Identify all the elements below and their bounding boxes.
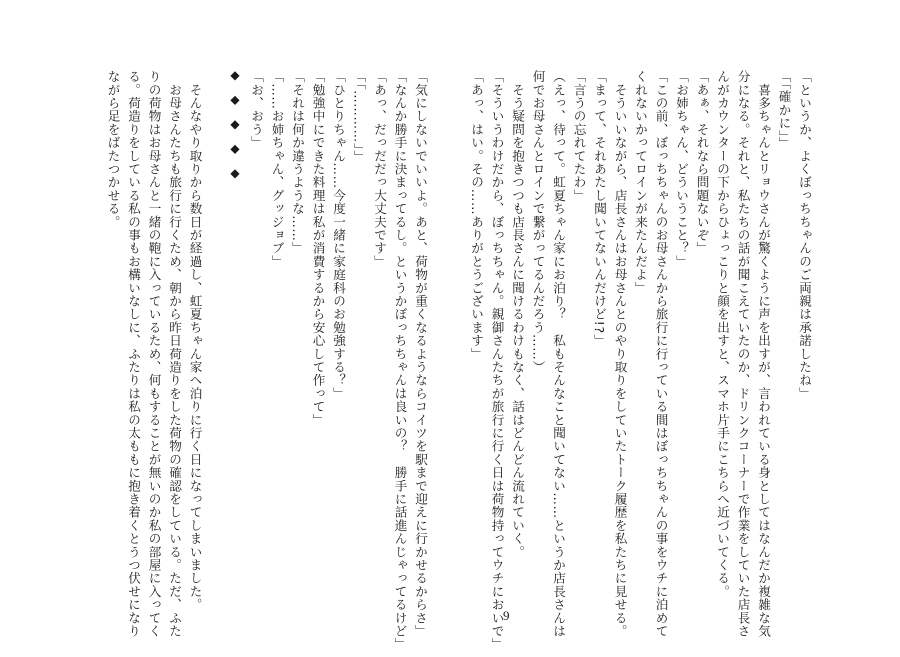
text-line: 「……お姉ちゃん、グッジョブ」 bbox=[269, 70, 285, 268]
text-line: 「あっ、はい。その……ありがとうございます」 bbox=[469, 70, 484, 361]
text-line: 「というか、よくぼっちちゃんのご両親は承諾したね」 bbox=[797, 70, 812, 400]
text-line bbox=[225, 70, 246, 630]
text-line: 分になる。それと、私たちの話が聞こえていたのか、ドリンクコーナーで作業をしていた店長さ bbox=[735, 70, 751, 638]
page-number: 9 bbox=[503, 608, 510, 623]
text-line: 「この前、ぼっちちゃんのお母さんから旅行に行っている間はぼっちちゃんの事をウチに泊めて bbox=[653, 70, 669, 638]
scene-break: ◆◆◆◆◆ bbox=[228, 68, 242, 191]
text-line: 「「…………」」 bbox=[351, 70, 367, 163]
text-column-right bbox=[466, 70, 815, 651]
text-line: （えっ、待って。虹夏ちゃん家にお泊り？ 私もそんなこと聞いてない……というか店長さんは bbox=[551, 70, 566, 638]
text-line: 「気にしないでいいよ。あと、荷物が重くなるようならコイツを駅まで迎えに行かせるからさ」 bbox=[413, 70, 428, 638]
text-line: 「勉強中にできた料理は私が消費するから安心して作って」 bbox=[310, 70, 326, 427]
text-column-left bbox=[102, 70, 430, 651]
text-line: 「なんか勝手に決まってるし。というかぼっちちゃんは良いの？ 勝手に話進んじゃってるけど」 bbox=[392, 70, 408, 651]
text-line: そういいながら、店長さんはお母さんとのやり取りをしていたトーク履歴を私たちに見せる。 bbox=[612, 70, 628, 638]
text-line: ながら足をばたつかせる。 bbox=[105, 70, 121, 229]
text-line: くれないかってロインが来たんだよ」 bbox=[633, 70, 648, 295]
text-line: 「お姉ちゃん、どういうこと？」 bbox=[674, 70, 689, 268]
text-line: 「そういうわけだから、ぼっちちゃん。親御さんたちが旅行に行く日は荷物持ってウチにおいで」 bbox=[489, 70, 505, 651]
text-line: 「言うの忘れてたわ」 bbox=[571, 70, 587, 202]
text-line: 「お、おう」 bbox=[249, 70, 264, 150]
text-line: 何でお母さんとロインで繋がってるんだろう……） bbox=[530, 70, 546, 374]
text-line: そう疑問を抱きつつも店長さんに聞けるわけもなく、話はどんどん流れていく。 bbox=[510, 70, 525, 559]
text-line: そんなやり取りから数日が経過し、虹夏ちゃん家へ泊りに行く日になってしまいました。 bbox=[187, 70, 203, 612]
text-line: 喜多ちゃんとリョウさんが驚くように声を出すが、言われている身としてはなんだか複雑な気 bbox=[756, 70, 771, 638]
text-line: 「それは何か違うような……」 bbox=[290, 70, 305, 255]
text-line bbox=[205, 70, 226, 630]
text-line: りの荷物はお母さんと一緒の鞄に入っているため、何もすることが無いのか私の部屋に入ってく bbox=[146, 70, 162, 638]
text-line: 「まって、それあたし聞いてないんだけど!?」 bbox=[592, 70, 607, 347]
text-line: 「あぁ、それなら問題ないぞ」 bbox=[694, 70, 710, 255]
text-line: 「あっ、だっだだっ大丈夫です」 bbox=[372, 70, 387, 268]
text-line: お母さんたちも旅行に行くため、朝から昨日荷造りをした荷物の確認をしている。ただ、ふた bbox=[167, 70, 182, 638]
text-line: 「「確かに」」 bbox=[776, 70, 792, 150]
text-line: んがカウンターの下からひょっこりと顔を出すと、スマホ片手にこちらへ近づいてくる。 bbox=[715, 70, 730, 598]
text-line: 「ひとりちゃん……今度一緒に家庭科のお勉強する？」 bbox=[331, 70, 346, 400]
text-line: る。荷造りをしている私の事もお構いなしに、ふたりは私の太ももに抱き着くとうつ伏せになり bbox=[126, 70, 141, 638]
